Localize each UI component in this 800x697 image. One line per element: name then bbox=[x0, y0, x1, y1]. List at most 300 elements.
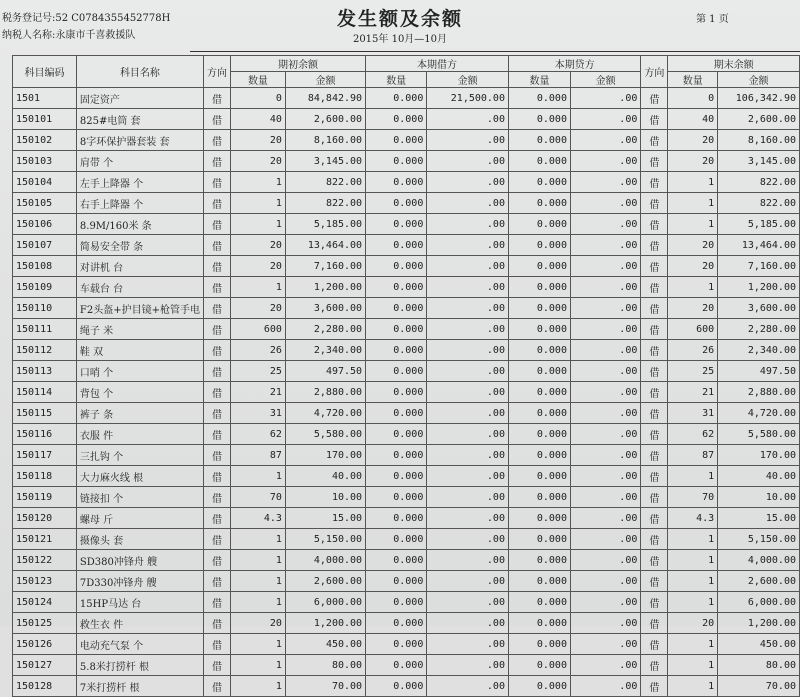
table-row bbox=[13, 424, 800, 445]
cell-dir: 借 bbox=[203, 592, 230, 613]
cell-credit-qty: 0.000 bbox=[508, 487, 570, 508]
cell-closing-dir: 借 bbox=[641, 487, 668, 508]
cell-debit-amount: .00 bbox=[427, 151, 509, 172]
table-row bbox=[13, 613, 800, 634]
col-header-closing: 期末余额 bbox=[668, 56, 800, 72]
table-row bbox=[13, 256, 800, 277]
cell-debit-qty: 0.000 bbox=[366, 130, 427, 151]
cell-closing-qty: 1 bbox=[668, 676, 718, 697]
table-row bbox=[13, 529, 800, 550]
cell-debit-amount: .00 bbox=[427, 172, 509, 193]
table-row bbox=[13, 487, 800, 508]
col-header-opening: 期初余额 bbox=[230, 56, 365, 72]
cell-name: 裤子 条 bbox=[76, 403, 203, 424]
cell-code: 150104 bbox=[13, 172, 77, 193]
cell-code: 150109 bbox=[13, 277, 77, 298]
cell-opening-amount: 6,000.00 bbox=[285, 592, 365, 613]
cell-debit-amount: .00 bbox=[427, 298, 509, 319]
table-row bbox=[13, 340, 800, 361]
cell-credit-qty: 0.000 bbox=[508, 172, 570, 193]
cell-opening-amount: 5,150.00 bbox=[285, 529, 365, 550]
cell-closing-dir: 借 bbox=[641, 529, 668, 550]
cell-name: 救生衣 件 bbox=[76, 613, 203, 634]
cell-opening-qty: 1 bbox=[230, 592, 285, 613]
cell-closing-qty: 1 bbox=[668, 214, 718, 235]
cell-opening-amount: 497.50 bbox=[285, 361, 365, 382]
cell-debit-qty: 0.000 bbox=[366, 151, 427, 172]
cell-debit-amount: .00 bbox=[427, 235, 509, 256]
cell-dir: 借 bbox=[203, 340, 230, 361]
col-header-closing-qty: 数量 bbox=[668, 72, 718, 88]
cell-name: 7米打捞杆 根 bbox=[76, 676, 203, 697]
cell-credit-amount: .00 bbox=[570, 340, 640, 361]
cell-debit-amount: .00 bbox=[427, 256, 509, 277]
cell-name: 8字环保护器套装 套 bbox=[76, 130, 203, 151]
cell-credit-qty: 0.000 bbox=[508, 256, 570, 277]
cell-credit-qty: 0.000 bbox=[508, 571, 570, 592]
cell-closing-dir: 借 bbox=[641, 109, 668, 130]
cell-credit-amount: .00 bbox=[570, 319, 640, 340]
cell-code: 150125 bbox=[13, 613, 77, 634]
cell-closing-dir: 借 bbox=[641, 130, 668, 151]
cell-opening-qty: 26 bbox=[230, 340, 285, 361]
cell-debit-amount: .00 bbox=[427, 424, 509, 445]
cell-debit-qty: 0.000 bbox=[366, 319, 427, 340]
col-header-dir: 方向 bbox=[203, 56, 230, 88]
cell-debit-qty: 0.000 bbox=[366, 634, 427, 655]
cell-closing-amount: 450.00 bbox=[718, 634, 800, 655]
cell-dir: 借 bbox=[203, 88, 230, 109]
cell-closing-amount: 822.00 bbox=[718, 172, 800, 193]
cell-closing-dir: 借 bbox=[641, 151, 668, 172]
cell-credit-amount: .00 bbox=[570, 235, 640, 256]
page-number: 第 1 页 bbox=[696, 14, 729, 25]
cell-debit-qty: 0.000 bbox=[366, 256, 427, 277]
cell-closing-dir: 借 bbox=[641, 571, 668, 592]
cell-name: 大力麻火线 根 bbox=[76, 466, 203, 487]
cell-closing-dir: 借 bbox=[641, 676, 668, 697]
cell-name: 8.9M/160米 条 bbox=[76, 214, 203, 235]
cell-credit-amount: .00 bbox=[570, 508, 640, 529]
table-row bbox=[13, 172, 800, 193]
cell-credit-qty: 0.000 bbox=[508, 109, 570, 130]
cell-opening-qty: 20 bbox=[230, 613, 285, 634]
table-row bbox=[13, 592, 800, 613]
cell-credit-amount: .00 bbox=[570, 298, 640, 319]
table-row bbox=[13, 88, 800, 109]
cell-credit-amount: .00 bbox=[570, 277, 640, 298]
table-row bbox=[13, 361, 800, 382]
cell-debit-amount: .00 bbox=[427, 277, 509, 298]
table-row bbox=[13, 193, 800, 214]
cell-closing-qty: 70 bbox=[668, 487, 718, 508]
cell-closing-dir: 借 bbox=[641, 424, 668, 445]
cell-closing-amount: 7,160.00 bbox=[718, 256, 800, 277]
cell-debit-qty: 0.000 bbox=[366, 235, 427, 256]
cell-opening-qty: 40 bbox=[230, 109, 285, 130]
cell-opening-qty: 1 bbox=[230, 655, 285, 676]
cell-dir: 借 bbox=[203, 319, 230, 340]
cell-dir: 借 bbox=[203, 151, 230, 172]
cell-credit-qty: 0.000 bbox=[508, 445, 570, 466]
cell-credit-qty: 0.000 bbox=[508, 529, 570, 550]
cell-dir: 借 bbox=[203, 235, 230, 256]
cell-opening-amount: 84,842.90 bbox=[285, 88, 365, 109]
cell-opening-amount: 170.00 bbox=[285, 445, 365, 466]
col-header-credit: 本期贷方 bbox=[508, 56, 640, 72]
cell-dir: 借 bbox=[203, 634, 230, 655]
cell-opening-qty: 70 bbox=[230, 487, 285, 508]
table-row bbox=[13, 214, 800, 235]
cell-closing-amount: 5,580.00 bbox=[718, 424, 800, 445]
cell-debit-qty: 0.000 bbox=[366, 655, 427, 676]
cell-closing-dir: 借 bbox=[641, 508, 668, 529]
cell-debit-amount: .00 bbox=[427, 529, 509, 550]
cell-debit-amount: .00 bbox=[427, 319, 509, 340]
cell-credit-amount: .00 bbox=[570, 361, 640, 382]
cell-code: 150127 bbox=[13, 655, 77, 676]
cell-credit-qty: 0.000 bbox=[508, 214, 570, 235]
table-row bbox=[13, 466, 800, 487]
cell-closing-amount: 15.00 bbox=[718, 508, 800, 529]
cell-credit-qty: 0.000 bbox=[508, 361, 570, 382]
cell-debit-amount: .00 bbox=[427, 613, 509, 634]
table-row bbox=[13, 655, 800, 676]
cell-code: 150128 bbox=[13, 676, 77, 697]
cell-closing-amount: 8,160.00 bbox=[718, 130, 800, 151]
cell-closing-amount: 2,600.00 bbox=[718, 109, 800, 130]
cell-code: 150112 bbox=[13, 340, 77, 361]
cell-code: 150123 bbox=[13, 571, 77, 592]
cell-opening-amount: 80.00 bbox=[285, 655, 365, 676]
cell-debit-qty: 0.000 bbox=[366, 424, 427, 445]
cell-closing-amount: 70.00 bbox=[718, 676, 800, 697]
cell-code: 150116 bbox=[13, 424, 77, 445]
cell-name: 简易安全带 条 bbox=[76, 235, 203, 256]
cell-dir: 借 bbox=[203, 172, 230, 193]
cell-name: 口哨 个 bbox=[76, 361, 203, 382]
cell-dir: 借 bbox=[203, 214, 230, 235]
cell-closing-qty: 20 bbox=[668, 613, 718, 634]
cell-code: 150121 bbox=[13, 529, 77, 550]
cell-closing-dir: 借 bbox=[641, 466, 668, 487]
cell-opening-qty: 0 bbox=[230, 88, 285, 109]
cell-name: 固定资产 bbox=[76, 88, 203, 109]
cell-debit-amount: .00 bbox=[427, 592, 509, 613]
cell-credit-amount: .00 bbox=[570, 193, 640, 214]
table-row bbox=[13, 403, 800, 424]
cell-dir: 借 bbox=[203, 487, 230, 508]
cell-credit-qty: 0.000 bbox=[508, 193, 570, 214]
cell-credit-amount: .00 bbox=[570, 634, 640, 655]
cell-closing-qty: 25 bbox=[668, 361, 718, 382]
cell-opening-amount: 70.00 bbox=[285, 676, 365, 697]
cell-closing-dir: 借 bbox=[641, 403, 668, 424]
cell-opening-qty: 1 bbox=[230, 676, 285, 697]
cell-code: 150122 bbox=[13, 550, 77, 571]
page-title: 发生额及余额 bbox=[336, 8, 463, 30]
cell-debit-amount: .00 bbox=[427, 634, 509, 655]
cell-opening-amount: 10.00 bbox=[285, 487, 365, 508]
cell-credit-amount: .00 bbox=[570, 256, 640, 277]
cell-debit-qty: 0.000 bbox=[366, 109, 427, 130]
cell-code: 150115 bbox=[13, 403, 77, 424]
cell-closing-qty: 1 bbox=[668, 529, 718, 550]
cell-opening-qty: 62 bbox=[230, 424, 285, 445]
cell-opening-amount: 1,200.00 bbox=[285, 613, 365, 634]
cell-closing-qty: 1 bbox=[668, 571, 718, 592]
cell-debit-amount: .00 bbox=[427, 130, 509, 151]
cell-closing-qty: 20 bbox=[668, 298, 718, 319]
cell-dir: 借 bbox=[203, 403, 230, 424]
cell-credit-amount: .00 bbox=[570, 172, 640, 193]
cell-name: 7D330冲锋舟 艘 bbox=[76, 571, 203, 592]
cell-closing-amount: 2,280.00 bbox=[718, 319, 800, 340]
cell-closing-qty: 600 bbox=[668, 319, 718, 340]
cell-closing-amount: 106,342.90 bbox=[718, 88, 800, 109]
cell-debit-amount: .00 bbox=[427, 193, 509, 214]
cell-opening-qty: 1 bbox=[230, 277, 285, 298]
cell-closing-amount: 40.00 bbox=[718, 466, 800, 487]
cell-debit-amount: .00 bbox=[427, 403, 509, 424]
cell-debit-qty: 0.000 bbox=[366, 88, 427, 109]
cell-closing-dir: 借 bbox=[641, 214, 668, 235]
col-header-debit-amount: 金额 bbox=[427, 72, 509, 88]
col-header-credit-qty: 数量 bbox=[508, 72, 570, 88]
cell-debit-qty: 0.000 bbox=[366, 172, 427, 193]
cell-closing-qty: 20 bbox=[668, 256, 718, 277]
cell-opening-qty: 20 bbox=[230, 235, 285, 256]
cell-closing-dir: 借 bbox=[641, 550, 668, 571]
cell-credit-qty: 0.000 bbox=[508, 550, 570, 571]
cell-closing-dir: 借 bbox=[641, 88, 668, 109]
cell-credit-amount: .00 bbox=[570, 571, 640, 592]
cell-opening-amount: 2,340.00 bbox=[285, 340, 365, 361]
cell-dir: 借 bbox=[203, 382, 230, 403]
cell-closing-qty: 62 bbox=[668, 424, 718, 445]
cell-credit-qty: 0.000 bbox=[508, 508, 570, 529]
col-header-credit-amount: 金额 bbox=[570, 72, 640, 88]
cell-closing-amount: 80.00 bbox=[718, 655, 800, 676]
cell-opening-qty: 1 bbox=[230, 193, 285, 214]
cell-dir: 借 bbox=[203, 655, 230, 676]
cell-closing-qty: 1 bbox=[668, 466, 718, 487]
cell-credit-qty: 0.000 bbox=[508, 277, 570, 298]
cell-dir: 借 bbox=[203, 130, 230, 151]
cell-name: 电动充气泵 个 bbox=[76, 634, 203, 655]
cell-closing-dir: 借 bbox=[641, 193, 668, 214]
cell-opening-amount: 822.00 bbox=[285, 172, 365, 193]
cell-closing-qty: 20 bbox=[668, 130, 718, 151]
cell-opening-amount: 4,000.00 bbox=[285, 550, 365, 571]
cell-opening-qty: 1 bbox=[230, 571, 285, 592]
cell-closing-amount: 4,000.00 bbox=[718, 550, 800, 571]
cell-debit-qty: 0.000 bbox=[366, 298, 427, 319]
cell-closing-dir: 借 bbox=[641, 592, 668, 613]
cell-credit-qty: 0.000 bbox=[508, 88, 570, 109]
cell-closing-dir: 借 bbox=[641, 445, 668, 466]
cell-dir: 借 bbox=[203, 508, 230, 529]
cell-dir: 借 bbox=[203, 529, 230, 550]
cell-debit-amount: .00 bbox=[427, 571, 509, 592]
cell-opening-amount: 5,185.00 bbox=[285, 214, 365, 235]
cell-closing-dir: 借 bbox=[641, 634, 668, 655]
cell-credit-qty: 0.000 bbox=[508, 655, 570, 676]
cell-debit-qty: 0.000 bbox=[366, 466, 427, 487]
cell-closing-qty: 1 bbox=[668, 277, 718, 298]
table-row bbox=[13, 130, 800, 151]
col-header-closing-amount: 金额 bbox=[718, 72, 800, 88]
cell-code: 150120 bbox=[13, 508, 77, 529]
cell-name: F2头盔+护目镜+枪管手电 bbox=[76, 298, 203, 319]
cell-code: 150114 bbox=[13, 382, 77, 403]
cell-opening-amount: 822.00 bbox=[285, 193, 365, 214]
cell-opening-amount: 15.00 bbox=[285, 508, 365, 529]
cell-closing-qty: 0 bbox=[668, 88, 718, 109]
cell-code: 150118 bbox=[13, 466, 77, 487]
cell-opening-qty: 25 bbox=[230, 361, 285, 382]
cell-credit-amount: .00 bbox=[570, 529, 640, 550]
cell-opening-amount: 3,145.00 bbox=[285, 151, 365, 172]
cell-code: 150106 bbox=[13, 214, 77, 235]
cell-closing-dir: 借 bbox=[641, 235, 668, 256]
cell-credit-qty: 0.000 bbox=[508, 235, 570, 256]
cell-code: 150113 bbox=[13, 361, 77, 382]
cell-dir: 借 bbox=[203, 550, 230, 571]
cell-opening-amount: 2,280.00 bbox=[285, 319, 365, 340]
cell-closing-amount: 2,340.00 bbox=[718, 340, 800, 361]
cell-closing-amount: 2,600.00 bbox=[718, 571, 800, 592]
cell-closing-qty: 20 bbox=[668, 151, 718, 172]
table-row bbox=[13, 235, 800, 256]
cell-code: 150126 bbox=[13, 634, 77, 655]
cell-closing-amount: 5,150.00 bbox=[718, 529, 800, 550]
cell-code: 150105 bbox=[13, 193, 77, 214]
cell-credit-amount: .00 bbox=[570, 676, 640, 697]
cell-closing-amount: 1,200.00 bbox=[718, 277, 800, 298]
col-header-name: 科目名称 bbox=[76, 56, 203, 88]
cell-name: 右手上降器 个 bbox=[76, 193, 203, 214]
cell-name: 摄像头 套 bbox=[76, 529, 203, 550]
cell-name: 螺母 斤 bbox=[76, 508, 203, 529]
cell-name: 825#电筒 套 bbox=[76, 109, 203, 130]
cell-debit-qty: 0.000 bbox=[366, 571, 427, 592]
cell-credit-qty: 0.000 bbox=[508, 151, 570, 172]
cell-opening-amount: 13,464.00 bbox=[285, 235, 365, 256]
cell-opening-qty: 31 bbox=[230, 403, 285, 424]
cell-opening-qty: 87 bbox=[230, 445, 285, 466]
cell-name: 肩带 个 bbox=[76, 151, 203, 172]
cell-closing-amount: 1,200.00 bbox=[718, 613, 800, 634]
cell-opening-amount: 40.00 bbox=[285, 466, 365, 487]
cell-closing-dir: 借 bbox=[641, 655, 668, 676]
cell-dir: 借 bbox=[203, 109, 230, 130]
cell-debit-qty: 0.000 bbox=[366, 592, 427, 613]
cell-opening-qty: 20 bbox=[230, 298, 285, 319]
report-period: 2015年 10月—10月 bbox=[352, 34, 448, 45]
cell-debit-amount: .00 bbox=[427, 487, 509, 508]
cell-credit-qty: 0.000 bbox=[508, 613, 570, 634]
cell-name: 链接扣 个 bbox=[76, 487, 203, 508]
table-row bbox=[13, 109, 800, 130]
cell-name: 车载台 台 bbox=[76, 277, 203, 298]
cell-code: 150102 bbox=[13, 130, 77, 151]
cell-credit-qty: 0.000 bbox=[508, 340, 570, 361]
cell-closing-dir: 借 bbox=[641, 277, 668, 298]
cell-credit-amount: .00 bbox=[570, 445, 640, 466]
cell-credit-qty: 0.000 bbox=[508, 319, 570, 340]
cell-debit-amount: 21,500.00 bbox=[427, 88, 509, 109]
cell-credit-qty: 0.000 bbox=[508, 382, 570, 403]
cell-name: 衣服 件 bbox=[76, 424, 203, 445]
cell-name: SD380冲锋舟 艘 bbox=[76, 550, 203, 571]
table-row bbox=[13, 319, 800, 340]
cell-closing-dir: 借 bbox=[641, 298, 668, 319]
cell-debit-qty: 0.000 bbox=[366, 361, 427, 382]
cell-debit-qty: 0.000 bbox=[366, 193, 427, 214]
cell-dir: 借 bbox=[203, 277, 230, 298]
cell-code: 150111 bbox=[13, 319, 77, 340]
cell-credit-amount: .00 bbox=[570, 592, 640, 613]
cell-opening-amount: 8,160.00 bbox=[285, 130, 365, 151]
cell-closing-qty: 1 bbox=[668, 655, 718, 676]
cell-opening-qty: 1 bbox=[230, 214, 285, 235]
cell-name: 对讲机 台 bbox=[76, 256, 203, 277]
cell-closing-dir: 借 bbox=[641, 256, 668, 277]
cell-opening-qty: 1 bbox=[230, 634, 285, 655]
cell-closing-dir: 借 bbox=[641, 361, 668, 382]
col-header-debit: 本期借方 bbox=[366, 56, 509, 72]
cell-opening-qty: 20 bbox=[230, 130, 285, 151]
cell-closing-amount: 6,000.00 bbox=[718, 592, 800, 613]
cell-closing-qty: 1 bbox=[668, 172, 718, 193]
cell-opening-amount: 2,880.00 bbox=[285, 382, 365, 403]
table-row bbox=[13, 634, 800, 655]
cell-closing-qty: 1 bbox=[668, 592, 718, 613]
cell-credit-amount: .00 bbox=[570, 487, 640, 508]
table-row bbox=[13, 277, 800, 298]
cell-opening-qty: 21 bbox=[230, 382, 285, 403]
cell-dir: 借 bbox=[203, 613, 230, 634]
cell-closing-amount: 2,880.00 bbox=[718, 382, 800, 403]
cell-code: 150101 bbox=[13, 109, 77, 130]
header-rule bbox=[190, 51, 800, 52]
col-header-debit-qty: 数量 bbox=[366, 72, 427, 88]
cell-opening-qty: 1 bbox=[230, 172, 285, 193]
cell-credit-amount: .00 bbox=[570, 613, 640, 634]
cell-closing-amount: 4,720.00 bbox=[718, 403, 800, 424]
table-row bbox=[13, 298, 800, 319]
cell-closing-qty: 20 bbox=[668, 235, 718, 256]
cell-credit-qty: 0.000 bbox=[508, 634, 570, 655]
cell-dir: 借 bbox=[203, 193, 230, 214]
cell-dir: 借 bbox=[203, 676, 230, 697]
cell-dir: 借 bbox=[203, 445, 230, 466]
cell-debit-amount: .00 bbox=[427, 340, 509, 361]
cell-debit-qty: 0.000 bbox=[366, 550, 427, 571]
cell-debit-qty: 0.000 bbox=[366, 676, 427, 697]
col-header-code: 科目编码 bbox=[13, 56, 77, 88]
cell-closing-qty: 21 bbox=[668, 382, 718, 403]
cell-code: 150108 bbox=[13, 256, 77, 277]
cell-credit-amount: .00 bbox=[570, 109, 640, 130]
cell-closing-amount: 5,185.00 bbox=[718, 214, 800, 235]
cell-credit-qty: 0.000 bbox=[508, 130, 570, 151]
cell-credit-qty: 0.000 bbox=[508, 676, 570, 697]
cell-credit-amount: .00 bbox=[570, 130, 640, 151]
cell-credit-amount: .00 bbox=[570, 466, 640, 487]
table-row bbox=[13, 508, 800, 529]
